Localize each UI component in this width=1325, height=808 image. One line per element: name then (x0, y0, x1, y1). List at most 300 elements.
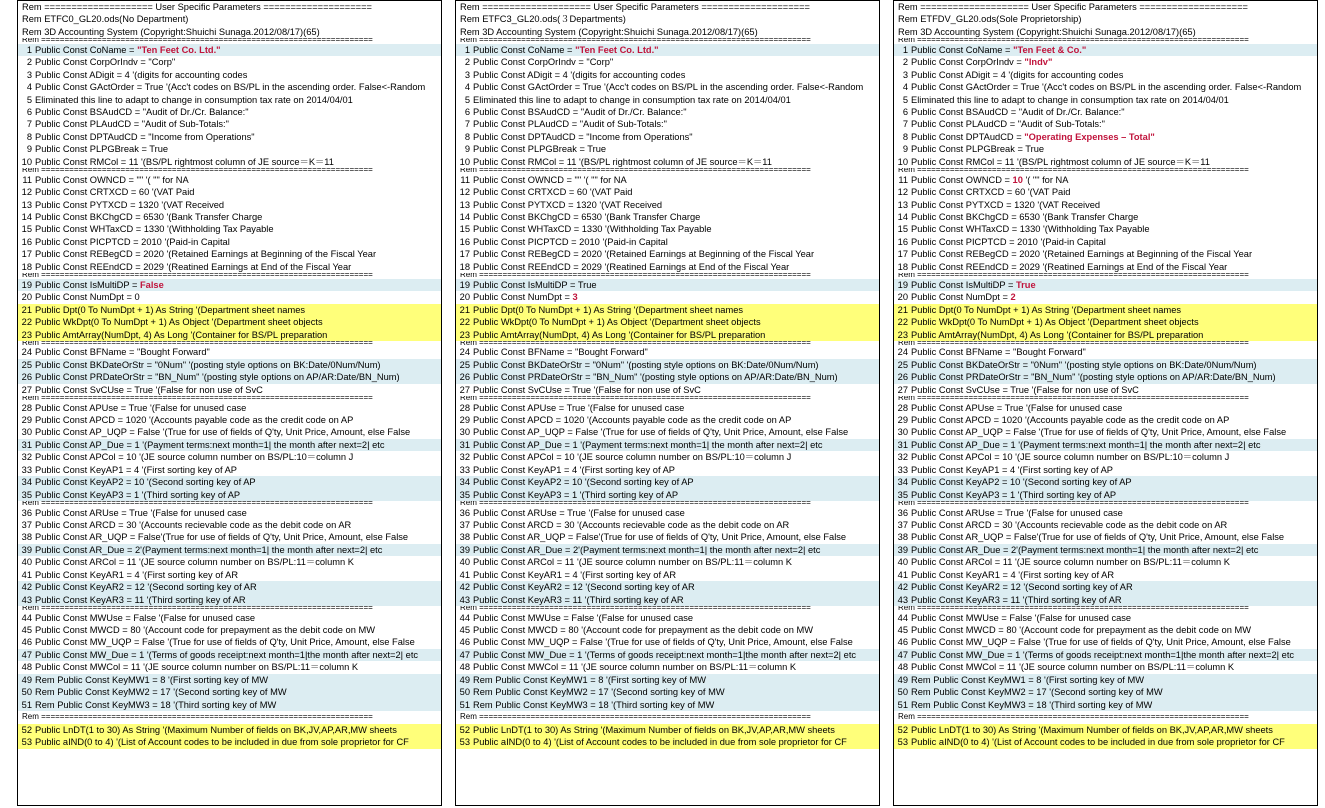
code-prefix: Rem Public Const KeyMW2 = 17 '(Second sorting key of MW (911, 687, 1163, 698)
code-value: "Ten Feet Co. Ltd." (137, 44, 221, 55)
separator-text: Rem ======================================================================= (898, 712, 1249, 722)
code-value: "Corp" (148, 57, 176, 68)
code-line-26 (456, 371, 879, 383)
line-number: 27 (459, 384, 470, 395)
code-line-49 (18, 674, 441, 686)
separator-text: Rem ======================================================================= (460, 606, 811, 612)
code-prefix: Public Const AR_Due = 2'(Payment terms:next month=1| the month after next=2| etc (473, 544, 821, 555)
code-line-53 (18, 736, 441, 748)
code-prefix: Public Const KeyAR3 = 11 '(Third sorting key of AR (35, 594, 246, 605)
rem-header-line (894, 1, 1317, 13)
line-number: 5 (902, 94, 908, 105)
code-prefix: Public WkDpt(0 To NumDpt + 1) As Object '(Department sheet objects (911, 317, 1199, 328)
code-line-3 (894, 69, 1317, 81)
code-line-29 (18, 414, 441, 426)
code-prefix: Public Const RMCol = 11 '(BS/PL rightmost column of JE source＝K＝11 (911, 156, 1210, 167)
code-text (911, 211, 1317, 223)
code-text (473, 371, 879, 383)
code-prefix: Rem Public Const KeyMW1 = 8 '(First sorting key of MW (911, 674, 1144, 685)
code-prefix: Public Const KeyAP3 = 1 '(Third sorting key of AP (473, 489, 679, 500)
line-number: 30 (459, 427, 470, 438)
code-prefix: Public Const KeyAR3 = 11 '(Third sorting key of AR (911, 594, 1122, 605)
code-text (35, 636, 441, 648)
code-prefix: Public WkDpt(0 To NumDpt + 1) As Object '(Department sheet objects (35, 317, 323, 328)
code-line-2 (456, 56, 879, 68)
code-line-39 (456, 544, 879, 556)
code-text (35, 211, 441, 223)
code-prefix: Public Const BKChgCD = 6530 '(Bank Transfer Charge (35, 212, 263, 223)
code-text (473, 531, 879, 543)
code-line-24 (894, 346, 1317, 358)
code-prefix: Public AmtArray(NumDpt, 4) As Long '(Container for BS/PL preparation (35, 329, 328, 340)
line-number: 6 (464, 107, 470, 118)
code-line-5 (894, 94, 1317, 106)
code-prefix: Public Const BKDateOrStr = "0Num" '(posting style options on BK:Date/0Num/Num) (911, 359, 1257, 370)
code-prefix: Public Const CoName = (473, 44, 576, 55)
code-prefix: Public LnDT(1 to 30) As String '(Maximum Number of fields on BK,JV,AP,AR,MW sheets (35, 724, 397, 735)
code-line-43 (456, 594, 879, 606)
code-line-49 (894, 674, 1317, 686)
code-text (911, 131, 1317, 143)
code-text (911, 439, 1317, 451)
code-line-16 (18, 236, 441, 248)
line-number: 8 (902, 131, 908, 142)
code-text (911, 156, 1317, 168)
code-text (473, 186, 879, 198)
code-prefix: Rem Public Const KeyMW2 = 17 '(Second sorting key of MW (35, 687, 287, 698)
code-text (473, 439, 879, 451)
code-prefix: Public Const NumDpt = (473, 292, 573, 303)
code-line-1 (18, 44, 441, 56)
code-line-18 (894, 261, 1317, 273)
line-number: 22 (459, 317, 470, 328)
code-prefix: Public Const ARCol = 11 '(JE source column number on BS/PL:11＝column K (911, 557, 1230, 568)
line-number: 12 (21, 187, 32, 198)
separator-text: Rem ======================================================================= (22, 501, 373, 507)
code-line-53 (456, 736, 879, 748)
code-text (911, 426, 1317, 438)
code-prefix: Public Const PRDateOrStr = "BN_Num" '(posting style options on AP/AR:Date/BN_Num) (473, 372, 838, 383)
code-prefix: Public Const MWUse = False '(False for unused case (35, 612, 256, 623)
code-prefix: Public Const CoName = (911, 44, 1014, 55)
code-prefix: Public Const ARUse = True '(False for unused case (911, 507, 1123, 518)
code-text (911, 316, 1317, 328)
code-text (473, 291, 879, 303)
code-prefix: Public Const PYTXCD = 1320 '(VAT Received (35, 199, 225, 210)
code-text (473, 143, 879, 155)
code-text (473, 174, 879, 186)
code-text (911, 94, 1317, 106)
code-text (911, 451, 1317, 463)
code-line-21 (456, 304, 879, 316)
code-line-21 (18, 304, 441, 316)
code-prefix: Public Const OWNCD = (35, 174, 137, 185)
code-prefix: Public Dpt(0 To NumDpt + 1) As String '(Department sheet names (473, 304, 744, 315)
code-line-38 (894, 531, 1317, 543)
code-text (911, 69, 1317, 81)
code-prefix: Public Const CorpOrIndv = (35, 57, 149, 68)
header-title: Rem ==================== User Specific Parameters ==================== (460, 2, 810, 12)
line-number: 46 (459, 637, 470, 648)
code-prefix: Public Const ARCD = 30 '(Accounts recievable code as the debit code on AR (35, 520, 352, 531)
code-line-45 (18, 624, 441, 636)
code-line-53 (894, 736, 1317, 748)
code-text (35, 174, 441, 186)
code-text (911, 346, 1317, 358)
code-text (35, 402, 441, 414)
line-number: 21 (897, 304, 908, 315)
code-text (35, 476, 441, 488)
code-prefix: Public Const KeyAP1 = 4 '(First sorting key of AP (473, 464, 676, 475)
code-text (911, 531, 1317, 543)
separator-text: Rem ======================================================================= (898, 273, 1249, 279)
code-text (911, 519, 1317, 531)
code-line-37 (456, 519, 879, 531)
line-number: 31 (21, 439, 32, 450)
code-line-46 (456, 636, 879, 648)
code-prefix: Public Const KeyAR2 = 12 '(Second sorting key of AR (35, 582, 257, 593)
line-number: 26 (459, 372, 470, 383)
file-name: Rem ETFDV_GL20.ods(Sole Proprietorship) (898, 14, 1082, 25)
code-line-26 (894, 371, 1317, 383)
line-number: 32 (459, 452, 470, 463)
code-text (35, 594, 441, 606)
line-number: 20 (21, 292, 32, 303)
code-text (473, 211, 879, 223)
code-text (473, 594, 879, 606)
header-title: Rem ==================== User Specific Parameters ==================== (898, 2, 1248, 12)
code-line-25 (456, 359, 879, 371)
code-text (911, 649, 1317, 661)
code-prefix: Public Const BKChgCD = 6530 '(Bank Transfer Charge (911, 212, 1139, 223)
code-prefix: Public Const ARCD = 30 '(Accounts recievable code as the debit code on AR (911, 520, 1228, 531)
code-line-34 (18, 476, 441, 488)
code-line-36 (894, 507, 1317, 519)
line-number: 30 (897, 427, 908, 438)
code-text (911, 223, 1317, 235)
code-line-48 (894, 661, 1317, 673)
code-line-36 (456, 507, 879, 519)
code-line-15 (456, 223, 879, 235)
code-text (35, 384, 441, 396)
code-line-3 (456, 69, 879, 81)
line-number: 42 (897, 582, 908, 593)
code-text (911, 674, 1317, 686)
line-number: 1 (902, 44, 908, 55)
line-number: 49 (21, 674, 32, 685)
code-text (473, 279, 879, 291)
code-text (473, 261, 879, 273)
code-line-42 (18, 581, 441, 593)
code-prefix: Public Const WHTaxCD = 1330 '(Withholding Tax Payable (35, 224, 274, 235)
code-text (911, 329, 1317, 341)
code-text (473, 519, 879, 531)
code-text (473, 661, 879, 673)
code-text (911, 261, 1317, 273)
code-prefix: Public Const AP_UQP = False '(True for use of fields of Q'ty, Unit Price, Amount, else False (473, 427, 849, 438)
separator-text: Rem ======================================================================= (460, 712, 811, 722)
line-number: 39 (21, 544, 32, 555)
code-text (473, 248, 879, 260)
line-number: 34 (21, 477, 32, 488)
line-number: 47 (459, 649, 470, 660)
line-number: 37 (459, 520, 470, 531)
line-number: 21 (459, 304, 470, 315)
code-line-27 (18, 384, 441, 396)
code-prefix: Public Const PRDateOrStr = "BN_Num" '(posting style options on AP/AR:Date/BN_Num) (911, 372, 1276, 383)
code-prefix: Public WkDpt(0 To NumDpt + 1) As Object '(Department sheet objects (473, 317, 761, 328)
line-number: 3 (464, 69, 470, 80)
code-prefix: Public Const AR_UQP = False'(True for use of fields of Q'ty, Unit Price, Amount, else False (35, 532, 409, 543)
line-number: 46 (897, 637, 908, 648)
code-text (473, 544, 879, 556)
code-text (35, 236, 441, 248)
line-number: 10 (21, 156, 32, 167)
code-text (473, 489, 879, 501)
code-line-52 (894, 724, 1317, 736)
rem-file-line (894, 13, 1317, 25)
line-number: 26 (897, 372, 908, 383)
line-number: 12 (897, 187, 908, 198)
code-prefix: Public Const AP_Due = 1 '(Payment terms:next month=1| the month after next=2| etc (35, 439, 385, 450)
code-text (35, 569, 441, 581)
code-prefix: Public Const PICPTCD = 2010 '(Paid-in Capital (35, 236, 230, 247)
code-line-17 (456, 248, 879, 260)
code-prefix: Public Const KeyAR2 = 12 '(Second sorting key of AR (911, 582, 1133, 593)
line-number: 51 (21, 699, 32, 710)
code-prefix: Public Const PICPTCD = 2010 '(Paid-in Capital (911, 236, 1106, 247)
code-prefix: Public Const MWUse = False '(False for unused case (473, 612, 694, 623)
line-number: 13 (897, 199, 908, 210)
line-number: 40 (459, 557, 470, 568)
line-number: 9 (464, 144, 470, 155)
code-prefix: Public Const KeyAP3 = 1 '(Third sorting key of AP (911, 489, 1117, 500)
separator-text: Rem ======================================================================= (460, 168, 811, 174)
code-prefix: Rem Public Const KeyMW3 = 18 '(Third sorting key of MW (473, 699, 715, 710)
line-number: 24 (897, 347, 908, 358)
line-number: 32 (21, 452, 32, 463)
code-text (35, 261, 441, 273)
code-line-52 (18, 724, 441, 736)
code-line-20 (894, 291, 1317, 303)
code-prefix: Public Const CoName = (35, 44, 138, 55)
code-line-50 (456, 686, 879, 698)
code-line-11 (18, 174, 441, 186)
line-number: 18 (21, 261, 32, 272)
code-prefix: Public Const REBegCD = 2020 '(Retained Earnings at Beginning of the Fiscal Year (35, 249, 377, 260)
code-line-50 (18, 686, 441, 698)
code-prefix: Public Const AR_UQP = False'(True for use of fields of Q'ty, Unit Price, Amount, else False (911, 532, 1285, 543)
code-text (35, 699, 441, 711)
code-prefix: Public Const PRDateOrStr = "BN_Num" '(posting style options on AP/AR:Date/BN_Num) (35, 372, 400, 383)
code-line-22 (456, 316, 879, 328)
code-text (35, 649, 441, 661)
code-prefix: Eliminated this line to adapt to change in consumption tax rate on 2014/04/01 (911, 94, 1229, 105)
code-text (473, 451, 879, 463)
code-prefix: Public Const APCD = 1020 '(Accounts payable code as the credit code on AP (35, 415, 354, 425)
code-line-51 (18, 699, 441, 711)
line-number: 48 (459, 662, 470, 673)
code-line-9 (18, 143, 441, 155)
code-line-7 (456, 118, 879, 130)
code-text (473, 464, 879, 476)
separator-text: Rem ======================================================================= (460, 501, 811, 507)
code-line-8 (894, 131, 1317, 143)
code-text (35, 724, 441, 736)
line-number: 8 (26, 131, 32, 142)
separator-text: Rem ======================================================================= (898, 396, 1249, 402)
code-text (473, 236, 879, 248)
separator-text: Rem ======================================================================= (898, 606, 1249, 612)
line-number: 28 (459, 402, 470, 413)
line-number: 6 (902, 107, 908, 118)
code-text (473, 346, 879, 358)
code-prefix: Public aIND(0 to 4) '(List of Account codes to be included in due from sole proprietor for CF (473, 737, 847, 748)
code-line-24 (456, 346, 879, 358)
line-number: 11 (460, 174, 470, 185)
code-prefix: Public Const MW_Due = 1 '(Terms of goods receipt:next month=1|the month after next=2| etc (473, 649, 857, 660)
code-line-6 (18, 106, 441, 118)
code-text (35, 581, 441, 593)
code-line-13 (18, 199, 441, 211)
code-line-5 (456, 94, 879, 106)
code-line-48 (456, 661, 879, 673)
line-number: 53 (459, 737, 470, 748)
code-line-25 (18, 359, 441, 371)
code-line-18 (18, 261, 441, 273)
line-number: 52 (897, 724, 908, 735)
code-prefix: Public Const ADigit = 4 '(digits for accounting codes (35, 69, 248, 80)
code-text (35, 736, 441, 748)
file-name: Rem ETFC0_GL20.ods(No Department) (22, 14, 189, 25)
code-prefix: Public Const PLAudCD = "Audit of Sub-Totals:" (473, 119, 667, 130)
code-prefix: Public Const ARUse = True '(False for unused case (35, 507, 247, 518)
line-number: 10 (459, 156, 470, 167)
code-panel-no-department (17, 0, 442, 806)
code-text (473, 156, 879, 168)
code-line-14 (18, 211, 441, 223)
code-prefix: Rem Public Const KeyMW3 = 18 '(Third sorting key of MW (911, 699, 1153, 710)
line-number: 23 (459, 329, 470, 340)
line-number: 7 (464, 119, 470, 130)
code-line-34 (894, 476, 1317, 488)
code-prefix: Public Const REEndCD = 2029 '(Reatined Earnings at End of the Fiscal Year (911, 261, 1228, 272)
line-number: 2 (26, 57, 32, 68)
line-number: 25 (21, 359, 32, 370)
separator-text: Rem ======================================================================= (22, 273, 373, 279)
code-text (911, 612, 1317, 624)
code-line-14 (456, 211, 879, 223)
code-line-30 (18, 426, 441, 438)
code-text (473, 199, 879, 211)
code-prefix: Public Const DPTAudCD = (35, 131, 149, 142)
line-number: 21 (21, 304, 32, 315)
line-number: 43 (897, 594, 908, 605)
code-prefix: Public Const SvCUse = True '(False for non use of SvC (911, 384, 1139, 395)
line-number: 24 (459, 347, 470, 358)
code-line-29 (894, 414, 1317, 426)
line-number: 44 (21, 612, 32, 623)
code-line-28 (456, 402, 879, 414)
code-prefix: Public Const DPTAudCD = (473, 131, 587, 142)
line-number: 7 (902, 119, 908, 130)
code-text (35, 291, 441, 303)
code-text (911, 581, 1317, 593)
line-number: 45 (897, 625, 908, 636)
code-text (911, 686, 1317, 698)
code-text (35, 316, 441, 328)
code-prefix: Rem Public Const KeyMW1 = 8 '(First sorting key of MW (473, 674, 706, 685)
code-line-47 (456, 649, 879, 661)
code-prefix: Public Const IsMultiDP = (473, 279, 578, 290)
line-number: 19 (21, 279, 32, 290)
code-prefix: Public Const AP_UQP = False '(True for use of fields of Q'ty, Unit Price, Amount, else False (911, 427, 1287, 438)
code-prefix: Public Const SvCUse = True '(False for non use of SvC (35, 384, 263, 395)
code-prefix: Public AmtArray(NumDpt, 4) As Long '(Container for BS/PL preparation (473, 329, 766, 340)
code-prefix: Public Const CRTXCD = 60 '(VAT Paid (473, 187, 633, 198)
code-line-33 (456, 464, 879, 476)
code-text (911, 44, 1317, 56)
code-line-18 (456, 261, 879, 273)
code-prefix: Public Const KeyAP2 = 10 '(Second sorting key of AP (473, 477, 694, 488)
code-text (35, 81, 441, 93)
code-text (35, 519, 441, 531)
code-text (473, 56, 879, 68)
code-prefix: Public Const APUse = True '(False for unused case (473, 402, 685, 413)
code-line-10 (18, 156, 441, 168)
code-prefix: Public Const ARCol = 11 '(JE source column number on BS/PL:11＝column K (35, 557, 354, 568)
code-prefix: Public Const PLAudCD = "Audit of Sub-Totals:" (911, 119, 1105, 130)
code-line-44 (18, 612, 441, 624)
line-number: 25 (459, 359, 470, 370)
code-line-11 (456, 174, 879, 186)
code-prefix: Public Const APCD = 1020 '(Accounts payable code as the credit code on AP (473, 415, 792, 425)
code-line-33 (18, 464, 441, 476)
separator-text: Rem ======================================================================= (22, 340, 373, 347)
line-number: 20 (897, 292, 908, 303)
line-number: 35 (21, 489, 32, 500)
code-text (473, 106, 879, 118)
code-text (911, 279, 1317, 291)
code-prefix: Public Const REEndCD = 2029 '(Reatined Earnings at End of the Fiscal Year (473, 261, 790, 272)
code-text (35, 439, 441, 451)
line-number: 36 (897, 507, 908, 518)
line-number: 32 (897, 452, 908, 463)
separator-text: Rem ======================================================================= (898, 501, 1249, 507)
separator-text: Rem ======================================================================= (22, 396, 373, 402)
code-prefix: Public Const KeyAP2 = 10 '(Second sorting key of AP (911, 477, 1132, 488)
code-line-15 (894, 223, 1317, 235)
code-prefix: Eliminated this line to adapt to change in consumption tax rate on 2014/04/01 (473, 94, 791, 105)
line-number: 14 (21, 212, 32, 223)
code-line-19 (456, 279, 879, 291)
line-number: 27 (897, 384, 908, 395)
code-panel-sole-proprietorship (893, 0, 1318, 806)
line-number: 36 (459, 507, 470, 518)
line-number: 6 (26, 107, 32, 118)
code-line-30 (894, 426, 1317, 438)
code-prefix: Public Const MW_UQP = False '(True for use of fields of Q'ty, Unit Price, Amount, else False (473, 637, 853, 648)
code-text (911, 736, 1317, 748)
line-number: 49 (897, 674, 908, 685)
line-number: 40 (21, 557, 32, 568)
line-number: 28 (21, 402, 32, 413)
code-text (473, 223, 879, 235)
code-prefix: Public Const SvCUse = True '(False for non use of SvC (473, 384, 701, 395)
code-line-41 (894, 569, 1317, 581)
line-number: 13 (459, 199, 470, 210)
code-line-4 (894, 81, 1317, 93)
